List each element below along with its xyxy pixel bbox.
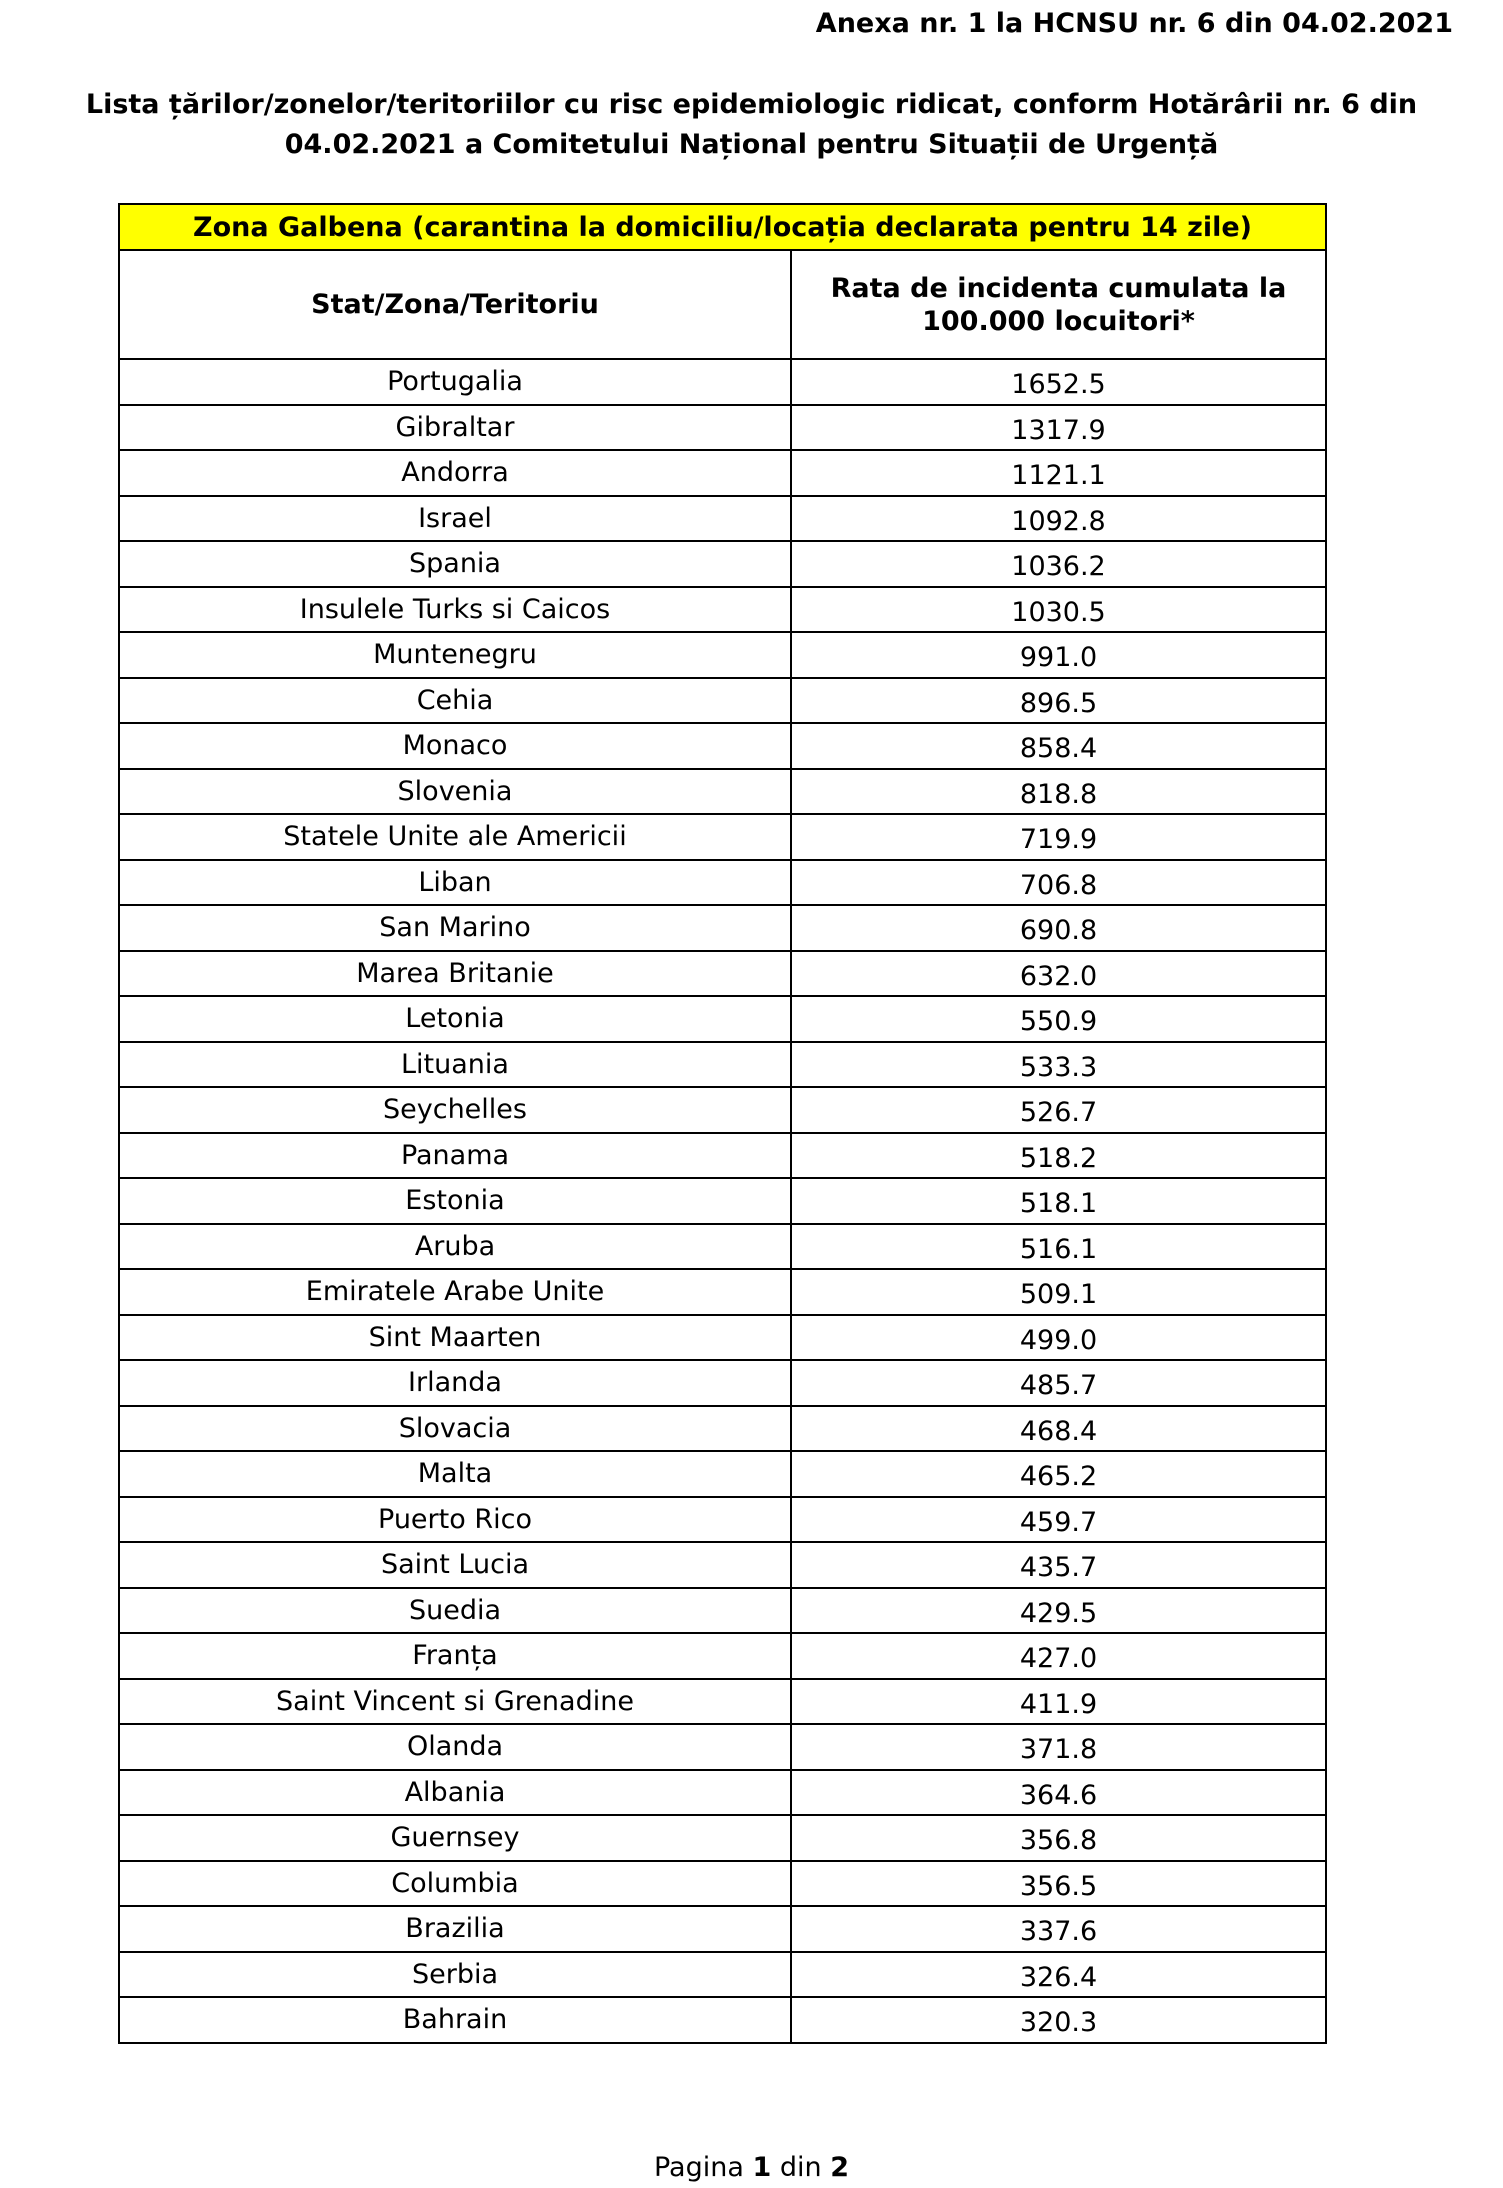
document-title-line-2: 04.02.2021 a Comitetului Național pentru Situații de Urgență bbox=[284, 129, 1219, 160]
rate-cell: 818.8 bbox=[791, 769, 1326, 815]
table-row bbox=[119, 1952, 1326, 1998]
table-row bbox=[119, 769, 1326, 815]
table-row bbox=[119, 1724, 1326, 1770]
country-cell: Puerto Rico bbox=[119, 1497, 791, 1543]
country-cell: Slovenia bbox=[119, 769, 791, 815]
rate-cell: 1121.1 bbox=[791, 450, 1326, 496]
table-row bbox=[119, 1133, 1326, 1179]
country-cell: San Marino bbox=[119, 905, 791, 951]
rate-cell: 429.5 bbox=[791, 1588, 1326, 1634]
table-row bbox=[119, 1997, 1326, 2043]
country-cell: Letonia bbox=[119, 996, 791, 1042]
country-cell: Franța bbox=[119, 1633, 791, 1679]
rate-cell: 518.2 bbox=[791, 1133, 1326, 1179]
country-cell: Marea Britanie bbox=[119, 951, 791, 997]
table-row bbox=[119, 1497, 1326, 1543]
rate-cell: 1092.8 bbox=[791, 496, 1326, 542]
country-cell: Panama bbox=[119, 1133, 791, 1179]
country-cell: Lituania bbox=[119, 1042, 791, 1088]
country-cell: Brazilia bbox=[119, 1906, 791, 1952]
column-header-country: Stat/Zona/Teritoriu bbox=[119, 250, 791, 359]
country-cell: Saint Lucia bbox=[119, 1542, 791, 1588]
rate-cell: 427.0 bbox=[791, 1633, 1326, 1679]
column-header-rate: Rata de incidenta cumulata la 100.000 locuitori* bbox=[791, 250, 1326, 359]
rate-cell: 485.7 bbox=[791, 1360, 1326, 1406]
risk-countries-table bbox=[118, 203, 1327, 2044]
rate-cell: 719.9 bbox=[791, 814, 1326, 860]
table-row bbox=[119, 359, 1326, 405]
table-row bbox=[119, 723, 1326, 769]
rate-cell: 326.4 bbox=[791, 1952, 1326, 1998]
country-cell: Emiratele Arabe Unite bbox=[119, 1269, 791, 1315]
zone-header: Zona Galbena (carantina la domiciliu/locația declarata pentru 14 zile) bbox=[119, 204, 1326, 250]
rate-cell: 371.8 bbox=[791, 1724, 1326, 1770]
table-row bbox=[119, 1770, 1326, 1816]
rate-cell: 1652.5 bbox=[791, 359, 1326, 405]
rate-cell: 550.9 bbox=[791, 996, 1326, 1042]
column-header-row bbox=[119, 250, 1326, 359]
rate-cell: 320.3 bbox=[791, 1997, 1326, 2043]
country-cell: Liban bbox=[119, 860, 791, 906]
rate-cell: 499.0 bbox=[791, 1315, 1326, 1361]
country-cell: Insulele Turks si Caicos bbox=[119, 587, 791, 633]
document-title bbox=[0, 85, 1503, 165]
table-row bbox=[119, 1269, 1326, 1315]
footer-page-number: 1 bbox=[752, 2152, 772, 2183]
country-cell: Bahrain bbox=[119, 1997, 791, 2043]
table-body bbox=[119, 359, 1326, 2043]
rate-cell: 690.8 bbox=[791, 905, 1326, 951]
table-row bbox=[119, 905, 1326, 951]
rate-cell: 516.1 bbox=[791, 1224, 1326, 1270]
annex-reference: Anexa nr. 1 la HCNSU nr. 6 din 04.02.2021 bbox=[815, 8, 1453, 39]
rate-cell: 533.3 bbox=[791, 1042, 1326, 1088]
rate-cell: 518.1 bbox=[791, 1178, 1326, 1224]
footer-prefix: Pagina bbox=[653, 2152, 744, 2183]
rate-cell: 411.9 bbox=[791, 1679, 1326, 1725]
country-cell: Andorra bbox=[119, 450, 791, 496]
country-cell: Serbia bbox=[119, 1952, 791, 1998]
rate-cell: 1030.5 bbox=[791, 587, 1326, 633]
footer-middle: din bbox=[779, 2152, 822, 2183]
table-row bbox=[119, 1406, 1326, 1452]
country-cell: Portugalia bbox=[119, 359, 791, 405]
table-row bbox=[119, 1588, 1326, 1634]
table-row bbox=[119, 496, 1326, 542]
country-cell: Seychelles bbox=[119, 1087, 791, 1133]
country-cell: Suedia bbox=[119, 1588, 791, 1634]
document-title-line-1: Lista țărilor/zonelor/teritoriilor cu risc epidemiologic ridicat, conform Hotărârii nr. 6 din bbox=[85, 89, 1418, 120]
rate-cell: 858.4 bbox=[791, 723, 1326, 769]
country-cell: Saint Vincent si Grenadine bbox=[119, 1679, 791, 1725]
rate-cell: 896.5 bbox=[791, 678, 1326, 724]
footer-total-pages: 2 bbox=[830, 2152, 850, 2183]
country-cell: Gibraltar bbox=[119, 405, 791, 451]
country-cell: Sint Maarten bbox=[119, 1315, 791, 1361]
table-row bbox=[119, 678, 1326, 724]
risk-countries-table-container bbox=[118, 203, 1325, 2044]
rate-cell: 991.0 bbox=[791, 632, 1326, 678]
table-row bbox=[119, 1042, 1326, 1088]
table-row bbox=[119, 1451, 1326, 1497]
table-row bbox=[119, 1633, 1326, 1679]
table-row bbox=[119, 1224, 1326, 1270]
table-row bbox=[119, 1861, 1326, 1907]
country-cell: Israel bbox=[119, 496, 791, 542]
rate-cell: 632.0 bbox=[791, 951, 1326, 997]
table-row bbox=[119, 1815, 1326, 1861]
country-cell: Malta bbox=[119, 1451, 791, 1497]
table-row bbox=[119, 587, 1326, 633]
country-cell: Albania bbox=[119, 1770, 791, 1816]
table-row bbox=[119, 996, 1326, 1042]
country-cell: Monaco bbox=[119, 723, 791, 769]
table-row bbox=[119, 632, 1326, 678]
table-row bbox=[119, 1178, 1326, 1224]
rate-cell: 459.7 bbox=[791, 1497, 1326, 1543]
table-row bbox=[119, 1360, 1326, 1406]
rate-cell: 526.7 bbox=[791, 1087, 1326, 1133]
country-cell: Columbia bbox=[119, 1861, 791, 1907]
rate-cell: 468.4 bbox=[791, 1406, 1326, 1452]
rate-cell: 356.5 bbox=[791, 1861, 1326, 1907]
rate-cell: 1317.9 bbox=[791, 405, 1326, 451]
rate-cell: 356.8 bbox=[791, 1815, 1326, 1861]
rate-cell: 337.6 bbox=[791, 1906, 1326, 1952]
table-row bbox=[119, 860, 1326, 906]
table-row bbox=[119, 405, 1326, 451]
country-cell: Estonia bbox=[119, 1178, 791, 1224]
table-row bbox=[119, 541, 1326, 587]
table-row bbox=[119, 814, 1326, 860]
rate-cell: 509.1 bbox=[791, 1269, 1326, 1315]
country-cell: Spania bbox=[119, 541, 791, 587]
rate-cell: 706.8 bbox=[791, 860, 1326, 906]
table-row bbox=[119, 1542, 1326, 1588]
table-row bbox=[119, 951, 1326, 997]
country-cell: Aruba bbox=[119, 1224, 791, 1270]
country-cell: Irlanda bbox=[119, 1360, 791, 1406]
rate-cell: 364.6 bbox=[791, 1770, 1326, 1816]
table-row bbox=[119, 1315, 1326, 1361]
table-row bbox=[119, 1087, 1326, 1133]
page-footer bbox=[0, 2152, 1503, 2183]
rate-cell: 465.2 bbox=[791, 1451, 1326, 1497]
country-cell: Muntenegru bbox=[119, 632, 791, 678]
table-row bbox=[119, 450, 1326, 496]
country-cell: Cehia bbox=[119, 678, 791, 724]
country-cell: Olanda bbox=[119, 1724, 791, 1770]
zone-header-row bbox=[119, 204, 1326, 250]
table-row bbox=[119, 1906, 1326, 1952]
rate-cell: 435.7 bbox=[791, 1542, 1326, 1588]
country-cell: Guernsey bbox=[119, 1815, 791, 1861]
country-cell: Statele Unite ale Americii bbox=[119, 814, 791, 860]
rate-cell: 1036.2 bbox=[791, 541, 1326, 587]
country-cell: Slovacia bbox=[119, 1406, 791, 1452]
table-row bbox=[119, 1679, 1326, 1725]
